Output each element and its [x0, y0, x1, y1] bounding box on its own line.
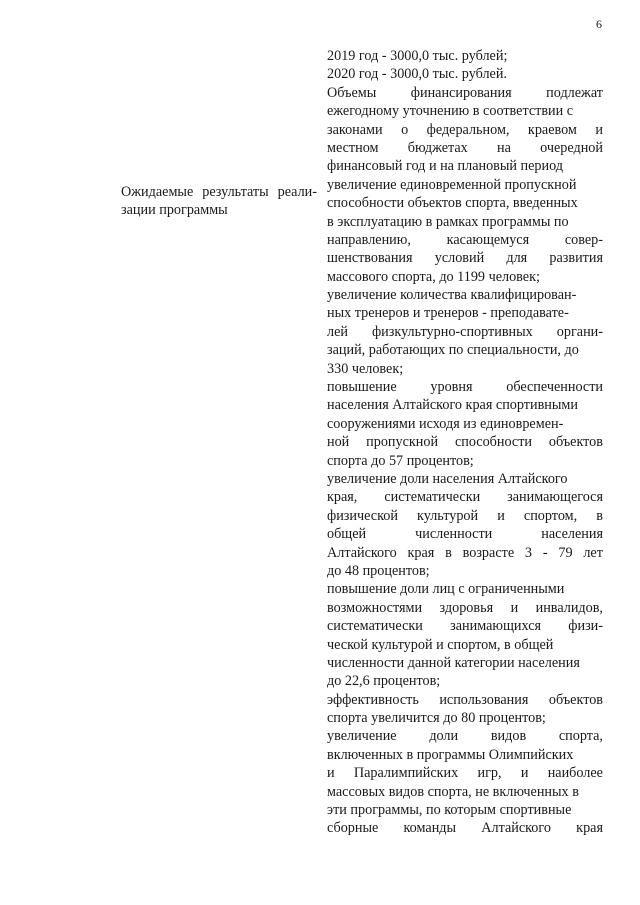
- text-word: и: [595, 121, 603, 138]
- text-word: лей: [327, 323, 348, 340]
- text-line: [327, 580, 603, 598]
- text-line: [327, 249, 603, 267]
- text-word: лет: [583, 544, 603, 561]
- text-word: массовых видов спорта, не включенных в: [327, 783, 579, 800]
- text-word: до 48 процентов;: [327, 562, 430, 579]
- text-word: в: [445, 544, 452, 561]
- text-word: в эксплуатацию в рамках программы по: [327, 213, 569, 230]
- text-word: краевом: [527, 121, 577, 138]
- text-word: эффективность: [327, 691, 419, 708]
- text-word: систематически: [384, 489, 481, 506]
- text-line: [327, 47, 603, 65]
- text-line: [327, 507, 603, 525]
- text-word: физической: [327, 507, 398, 524]
- text-word: уровня: [430, 379, 473, 396]
- text-word: края: [407, 544, 435, 561]
- text-word: объектов: [548, 434, 603, 451]
- text-word: совер-: [564, 231, 603, 248]
- text-word: команды: [403, 820, 457, 837]
- text-word: Алтайского: [327, 544, 397, 561]
- text-word: 79: [558, 544, 573, 561]
- text-word: 3: [524, 544, 533, 561]
- text-word: занимающегося: [507, 489, 603, 506]
- text-word: условий: [434, 250, 485, 267]
- text-line: [327, 194, 603, 212]
- text-word: в: [596, 507, 603, 524]
- text-word: о: [401, 121, 409, 138]
- text-line: [327, 783, 603, 801]
- text-line: [327, 268, 603, 286]
- text-word: возрасте: [462, 544, 515, 561]
- text-word: финансовый год и на плановый период: [327, 158, 564, 175]
- text-word: 2019 год - 3000,0 тыс. рублей;: [327, 48, 508, 64]
- text-line: [327, 231, 603, 249]
- text-word: ежегодному уточнению в соответствии с: [327, 103, 574, 120]
- text-line: [327, 121, 603, 139]
- text-word: массового спорта, до 1199 человек;: [327, 268, 540, 285]
- text-word: и: [510, 599, 519, 616]
- text-word: населения: [541, 526, 603, 543]
- text-word: наиболее: [547, 765, 603, 782]
- text-word: на: [497, 139, 511, 156]
- page-number: 6: [596, 17, 602, 31]
- label-word: реали-: [277, 184, 317, 200]
- text-word: ной: [327, 434, 350, 451]
- text-word: инвалидов,: [535, 599, 603, 616]
- text-line: [327, 599, 603, 617]
- text-word: эти программы, по которым спортивные: [327, 802, 572, 819]
- text-word: развития: [549, 250, 603, 267]
- text-line: [327, 378, 603, 396]
- text-line: [327, 396, 603, 414]
- text-word: систематически: [327, 618, 423, 635]
- text-word: бюджетах: [407, 139, 468, 156]
- text-word: органи-: [556, 323, 603, 340]
- text-word: повышение: [327, 379, 397, 396]
- text-word: увеличение: [327, 728, 397, 745]
- text-word: спорта,: [558, 728, 603, 745]
- text-line: [327, 544, 603, 562]
- text-word: сооружениями исходя из единовремен-: [327, 415, 564, 432]
- text-word: очередной: [540, 139, 603, 156]
- text-line: [327, 691, 603, 709]
- label-word: зации программы: [121, 202, 228, 219]
- text-word: способности объектов спорта, введенных: [327, 195, 578, 212]
- text-word: возможностями: [327, 599, 423, 616]
- text-line: [327, 84, 603, 102]
- text-line: [327, 360, 603, 378]
- text-line: [327, 636, 603, 654]
- text-line: [327, 176, 603, 194]
- text-line: [327, 304, 603, 322]
- text-word: населения Алтайского края спортивными: [327, 397, 578, 414]
- text-line: [327, 286, 603, 304]
- text-line: [327, 801, 603, 819]
- text-line: [327, 764, 603, 782]
- text-word: культурой: [417, 507, 479, 524]
- label-word: Ожидаемые: [121, 184, 194, 200]
- label-line: [121, 201, 317, 219]
- text-line: [327, 415, 603, 433]
- text-word: Паралимпийских: [353, 765, 459, 782]
- text-line: [327, 672, 603, 690]
- text-word: законами: [327, 121, 383, 138]
- text-line: [327, 157, 603, 175]
- text-word: доли: [429, 728, 459, 745]
- text-line: [327, 727, 603, 745]
- text-word: шенствования: [327, 250, 413, 267]
- text-line: [327, 433, 603, 451]
- text-word: подлежат: [546, 84, 603, 101]
- text-word: Алтайского: [481, 820, 551, 837]
- text-word: включенных в программы Олимпийских: [327, 746, 574, 763]
- text-word: финансирования: [410, 84, 512, 101]
- text-line: [327, 452, 603, 470]
- text-line: [327, 746, 603, 764]
- text-line: [327, 562, 603, 580]
- text-word: ческой культурой и спортом, в общей: [327, 636, 554, 653]
- text-word: занимающихся: [450, 618, 542, 635]
- text-word: игр,: [477, 765, 502, 782]
- text-line: [327, 488, 603, 506]
- text-line: [327, 819, 603, 837]
- text-word: спорта увеличится до 80 процентов;: [327, 710, 546, 727]
- text-word: Объемы: [327, 84, 377, 101]
- text-word: края: [576, 820, 603, 837]
- text-word: и: [327, 765, 335, 782]
- text-word: касающемуся: [446, 231, 530, 248]
- text-word: федеральном,: [426, 121, 510, 138]
- text-word: видов: [490, 728, 527, 745]
- text-word: увеличение количества квалифицирован-: [327, 287, 577, 304]
- text-line: [327, 709, 603, 727]
- text-word: спорта до 57 процентов;: [327, 452, 474, 469]
- text-line: [327, 341, 603, 359]
- text-word: местном: [327, 139, 379, 156]
- row-label-expected-results: [121, 183, 317, 220]
- text-word: 2020 год - 3000,0 тыс. рублей.: [327, 66, 507, 83]
- text-line: [327, 525, 603, 543]
- text-word: спортом,: [523, 507, 578, 524]
- text-line: [327, 139, 603, 157]
- label-word: результаты: [202, 184, 269, 200]
- text-word: для: [506, 250, 528, 267]
- text-word: физкультурно-спортивных: [371, 323, 533, 340]
- text-word: и: [497, 507, 505, 524]
- text-word: и: [520, 765, 529, 782]
- text-line: [327, 213, 603, 231]
- text-line: [327, 617, 603, 635]
- text-word: заций, работающих по специальности, до: [327, 342, 579, 359]
- text-word: численности данной категории населения: [327, 654, 580, 671]
- text-word: до 22,6 процентов;: [327, 673, 441, 690]
- text-word: численности: [415, 526, 493, 543]
- text-word: здоровья: [439, 599, 494, 616]
- text-line: [327, 323, 603, 341]
- text-line: [327, 654, 603, 672]
- text-word: повышение доли лиц с ограниченными: [327, 581, 565, 598]
- text-word: использования: [439, 691, 529, 708]
- row-content-text: [327, 47, 603, 838]
- text-word: способности: [454, 434, 533, 451]
- label-line: [121, 183, 317, 201]
- text-word: увеличение единовременной пропускной: [327, 176, 577, 193]
- text-word: сборные: [327, 820, 379, 837]
- text-word: ных тренеров и тренеров - преподавате-: [327, 305, 569, 322]
- text-line: [327, 65, 603, 83]
- text-word: пропускной: [366, 434, 439, 451]
- text-line: [327, 470, 603, 488]
- text-word: физи-: [568, 618, 603, 635]
- text-word: направлению,: [327, 231, 411, 248]
- text-word: общей: [327, 526, 367, 543]
- text-word: 330 человек;: [327, 360, 404, 377]
- text-word: -: [542, 544, 548, 561]
- text-word: увеличение доли населения Алтайского: [327, 470, 568, 487]
- text-line: [327, 102, 603, 120]
- text-word: обеспеченности: [506, 379, 603, 396]
- text-word: объектов: [548, 691, 603, 708]
- text-word: края,: [327, 489, 358, 506]
